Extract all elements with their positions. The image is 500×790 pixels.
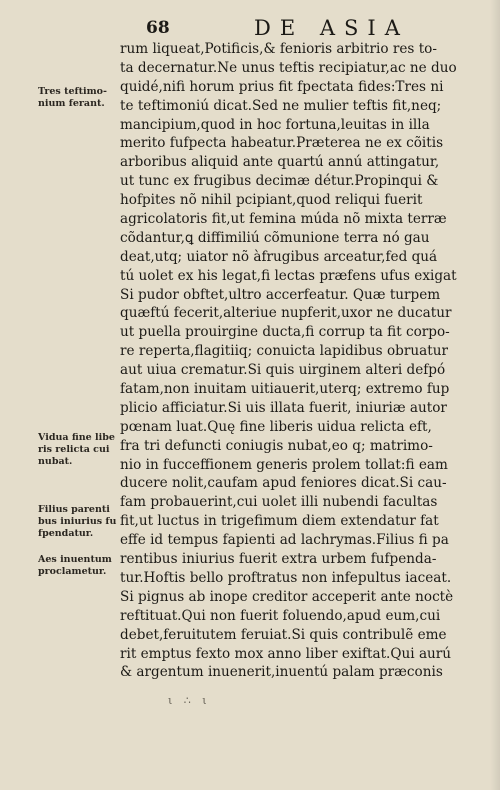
body-text	[120, 40, 490, 682]
margin-note-line: Vidua fine libe	[38, 432, 115, 443]
text-line: plicio afficiatur.Si uis illata fuerit, iniuriæ autor	[120, 399, 447, 416]
text-line: Si pignus ab inope creditor acceperit ante noctè	[120, 588, 454, 605]
text-line: agricolatoris fit,ut femina múda nõ mixta terræ	[120, 211, 447, 228]
margin-note-line: ris relicta cui	[38, 444, 110, 455]
signature-mark: ι ∴ ι	[168, 694, 211, 707]
text-line: rum liqueat,Potificis,& fenioris arbitrio res to-	[120, 41, 437, 57]
text-line: arboribus aliquid ante quartú annú attingatur,	[120, 154, 440, 171]
text-line: fra tri defuncti coniugis nubat,eo q; matrimo-	[120, 437, 433, 454]
text-line: mancipium,quod in hoc fortuna,leuitas in illa	[120, 116, 430, 133]
text-line: quidé,nifi horum prius fit fpectata fides:Tres ni	[120, 78, 444, 95]
running-head: DE ASIA	[254, 16, 409, 40]
margin-note-line: Tres teftimo-	[38, 86, 107, 97]
text-line: merito fufpecta habeatur.Præterea ne ex cõitis	[120, 135, 444, 152]
text-line: cõdantur,ꝗ diffimiliú cõmunione terra nó gau	[120, 229, 430, 246]
margin-note-line: Aes inuentum	[38, 554, 112, 565]
text-line: fam probauerint,cui uolet illi nubendi facultas	[120, 494, 438, 511]
text-line: ducere nolit,caufam apud feniores dicat.Si cau-	[120, 475, 447, 492]
margin-note-son	[38, 504, 130, 540]
text-line: tú uolet ex his legat,fi lectas præfens ufus exigat	[120, 267, 457, 284]
text-line: re reperta,flagitiiq; conuicta lapidibus obruatur	[120, 343, 448, 360]
text-line: reftituat.Qui non fuerit foluendo,apud eum,cui	[120, 607, 441, 624]
page-number: 68	[146, 18, 170, 38]
text-line: fatam,non inuitam uitiauerit,uterq; extremo fup	[120, 381, 450, 398]
text-line: effe id tempus fapienti ad lachrymas.Filius fi pa	[120, 532, 449, 549]
margin-note-widow	[38, 432, 130, 468]
margin-note-line: proclametur.	[38, 566, 107, 577]
text-line: deat,utq; uiator nõ àfrugibus arceatur,fed quá	[120, 248, 438, 265]
text-line: te teftimoniú dicat.Sed ne mulier teftis fit,neq;	[120, 97, 442, 114]
text-line: nio in fucceffionem generis prolem tollat:fi eam	[120, 456, 448, 473]
margin-note-bronze	[38, 554, 130, 578]
text-line: quæftú fecerit,alteriue nupferit,uxor ne ducatur	[120, 305, 452, 322]
margin-note-line: Filius parenti	[38, 504, 110, 515]
margin-note-line: fpendatur.	[38, 528, 94, 539]
text-line: & argentum inuenerit,inuentú palam præconis	[120, 664, 443, 681]
text-line: ut tunc ex frugibus decimæ détur.Propinqui &	[120, 173, 439, 190]
text-line: tur.Hoftis bello proftratus non infepultus iaceat.	[120, 569, 452, 586]
text-line: ut puella prouirgine ducta,fi corrup ta fit corpo-	[120, 324, 450, 341]
text-line: debet,feruitutem feruiat.Si quis contribulẽ eme	[120, 626, 447, 643]
text-line: Si pudor obftet,ultro accerfeatur. Quæ turpem	[120, 286, 441, 303]
page-edge-shadow	[490, 0, 500, 790]
margin-note-line: bus iniurius fu	[38, 516, 117, 527]
margin-note-line: nium ferant.	[38, 98, 105, 109]
margin-note-line: nubat.	[38, 456, 73, 467]
text-line: aut uiua crematur.Si quis uirginem alteri defpó	[120, 362, 446, 379]
text-line: pœnam luat.Quę fine liberis uidua relicta eft,	[120, 418, 432, 435]
text-line: rit emptus fexto mox anno liber exiftat.Qui aurú	[120, 645, 452, 662]
text-line: hofpites nõ nihil pcipiant,quod reliqui fuerit	[120, 192, 423, 209]
text-line: fit,ut luctus in trigefimum diem extendatur fat	[120, 513, 439, 530]
text-line: ta decernatur.Ne unus teftis recipiatur,ac ne duo	[120, 59, 457, 76]
margin-notes	[0, 0, 124, 790]
text-line: rentibus iniurius fuerit extra urbem fufpenda-	[120, 551, 437, 568]
margin-note-witnesses	[38, 86, 130, 110]
